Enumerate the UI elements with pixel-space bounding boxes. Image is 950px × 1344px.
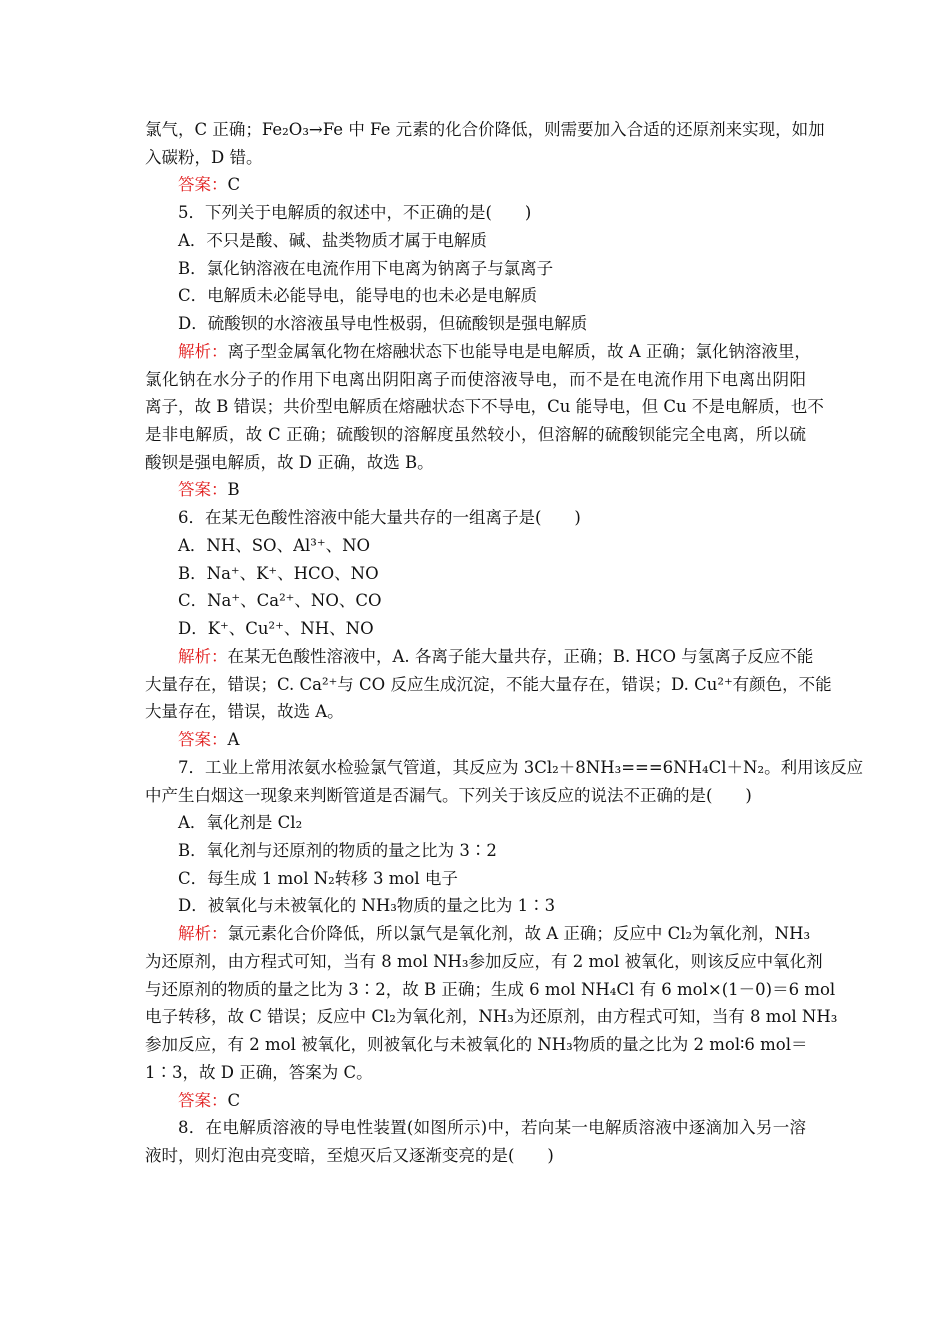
line-text: A．NH、SO、Al³⁺、NO <box>178 535 371 555</box>
line-text: A．不只是酸、碱、盐类物质才属于电解质 <box>178 230 487 250</box>
text-line <box>178 227 487 255</box>
line-text: 1∶3，故 D 正确，答案为 C。 <box>145 1062 373 1082</box>
text-line <box>145 366 806 394</box>
text-line <box>145 1059 373 1087</box>
text-line <box>178 754 864 782</box>
text-line <box>145 144 262 172</box>
answer-label: 答案： <box>178 730 228 750</box>
line-text: A．氧化剂是 Cl₂ <box>178 813 303 833</box>
line-text: C．电解质未必能导电，能导电的也未必是电解质 <box>178 286 538 306</box>
text-line <box>145 698 344 726</box>
answer-line <box>178 1087 240 1115</box>
text-line <box>178 255 553 283</box>
line-text: 为还原剂，由方程式可知，当有 8 mol NH₃参加反应，有 2 mol 被氧化，则该反应中氧化剂 <box>145 951 823 971</box>
line-text: 7．工业上常用浓氨水检验氯气管道，其反应为 3Cl₂＋8NH₃===6NH₄Cl＋N₂。利用该反应 <box>178 757 864 777</box>
text-line <box>145 116 825 144</box>
line-text: 氯化钠在水分子的作用下电离出阴阳离子而使溶液导电，而不是在电流作用下电离出阴阳 <box>145 369 806 389</box>
line-text: B．Na⁺、K⁺、HCO、NO <box>178 563 379 583</box>
text-line <box>178 809 302 837</box>
text-line <box>178 587 382 615</box>
answer-line <box>178 171 240 199</box>
text-line <box>145 976 836 1004</box>
line-text: B．氯化钠溶液在电流作用下电离为钠离子与氯离子 <box>178 258 554 278</box>
line-text: 在某无色酸性溶液中，A. 各离子能大量共存，正确；B. HCO 与氢离子反应不能 <box>227 646 814 666</box>
analysis-label: 解析： <box>178 924 228 944</box>
text-line <box>178 310 587 338</box>
answer-label: 答案： <box>178 1090 228 1110</box>
line-text: 中产生白烟这一现象来判断管道是否漏气。下列关于该反应的说法不正确的是( ) <box>145 785 752 805</box>
analysis-label: 解析： <box>178 646 228 666</box>
line-text: 与还原剂的物质的量之比为 3∶2，故 B 正确；生成 6 mol NH₄Cl 有 6 mol×(1－0)＝6 mol <box>145 979 836 999</box>
line-text: 氯元素化合价降低，所以氯气是氧化剂，故 A 正确；反应中 Cl₂为氧化剂，NH₃ <box>227 924 811 944</box>
line-text: C．每生成 1 mol N₂转移 3 mol 电子 <box>178 868 458 888</box>
line-text: 氯气，C 正确；Fe₂O₃→Fe 中 Fe 元素的化合价降低，则需要加入合适的还原剂来实现，如加 <box>145 120 825 139</box>
text-line <box>178 532 370 560</box>
text-line <box>145 1003 838 1031</box>
analysis-line <box>178 338 811 366</box>
line-text: 液时，则灯泡由亮变暗，至熄灭后又逐渐变亮的是( ) <box>145 1146 554 1165</box>
line-text: 电子转移，故 C 错误；反应中 Cl₂为氧化剂，NH₃为还原剂，由方程式可知，当有 8 mol NH₃ <box>145 1007 838 1027</box>
line-text: D．被氧化与未被氧化的 NH₃物质的量之比为 1∶3 <box>178 896 556 916</box>
line-text: 离子型金属氧化物在熔融状态下也能导电是电解质，故 A 正确；氯化钠溶液里， <box>227 341 811 361</box>
answer-label: 答案： <box>178 480 228 500</box>
analysis-label: 解析： <box>178 341 228 361</box>
line-text: 大量存在，错误；C. Ca²⁺与 CO 反应生成沉淀，不能大量存在，错误；D. Cu²⁺有颜色，不能 <box>145 674 832 694</box>
text-line <box>178 560 379 588</box>
line-text: A <box>227 730 240 750</box>
text-line <box>145 671 832 699</box>
line-text: 离子，故 B 错误；共价型电解质在熔融状态下不导电，Cu 能导电，但 Cu 不是电解质，也不 <box>145 397 824 417</box>
line-text: D．硫酸钡的水溶液虽导电性极弱，但硫酸钡是强电解质 <box>178 314 588 334</box>
line-text: B．氧化剂与还原剂的物质的量之比为 3∶2 <box>178 840 497 860</box>
answer-label: 答案： <box>178 175 228 195</box>
analysis-line <box>178 643 814 671</box>
line-text: 8．在电解质溶液的导电性装置(如图所示)中，若向某一电解质溶液中逐滴加入另一溶 <box>178 1118 806 1138</box>
line-text: 6．在某无色酸性溶液中能大量共存的一组离子是( ) <box>178 508 581 528</box>
line-text: D．K⁺、Cu²⁺、NH、NO <box>178 619 374 639</box>
line-text: 大量存在，错误，故选 A。 <box>145 702 344 722</box>
text-line <box>178 865 458 893</box>
line-text: B <box>227 480 240 500</box>
line-text: 参加反应，有 2 mol 被氧化，则被氧化与未被氧化的 NH₃物质的量之比为 2 mol∶6 mol＝ <box>145 1035 808 1055</box>
line-text: 5．下列关于电解质的叙述中，不正确的是( ) <box>178 203 532 223</box>
line-text: C <box>227 175 241 195</box>
text-line <box>178 615 374 643</box>
line-text: 酸钡是强电解质，故 D 正确，故选 B。 <box>145 452 434 472</box>
line-text: C．Na⁺、Ca²⁺、NO、CO <box>178 591 382 611</box>
line-text: 入碳粉，D 错。 <box>145 147 263 167</box>
text-line <box>178 504 581 532</box>
text-line <box>178 837 497 865</box>
text-line <box>178 282 537 310</box>
answer-line <box>178 726 239 754</box>
text-line <box>145 782 752 810</box>
text-line <box>145 421 806 449</box>
answer-line <box>178 476 240 504</box>
text-line <box>145 948 823 976</box>
text-line <box>178 1114 806 1142</box>
text-line <box>145 1142 554 1170</box>
text-line <box>145 449 434 477</box>
analysis-line <box>178 920 811 948</box>
text-line <box>178 892 555 920</box>
text-line <box>178 199 531 227</box>
text-line <box>145 393 824 421</box>
text-line <box>145 1031 806 1059</box>
line-text: 是非电解质，故 C 正确；硫酸钡的溶解度虽然较小，但溶解的硫酸钡能完全电离，所以硫 <box>145 425 806 445</box>
line-text: C <box>227 1090 241 1110</box>
